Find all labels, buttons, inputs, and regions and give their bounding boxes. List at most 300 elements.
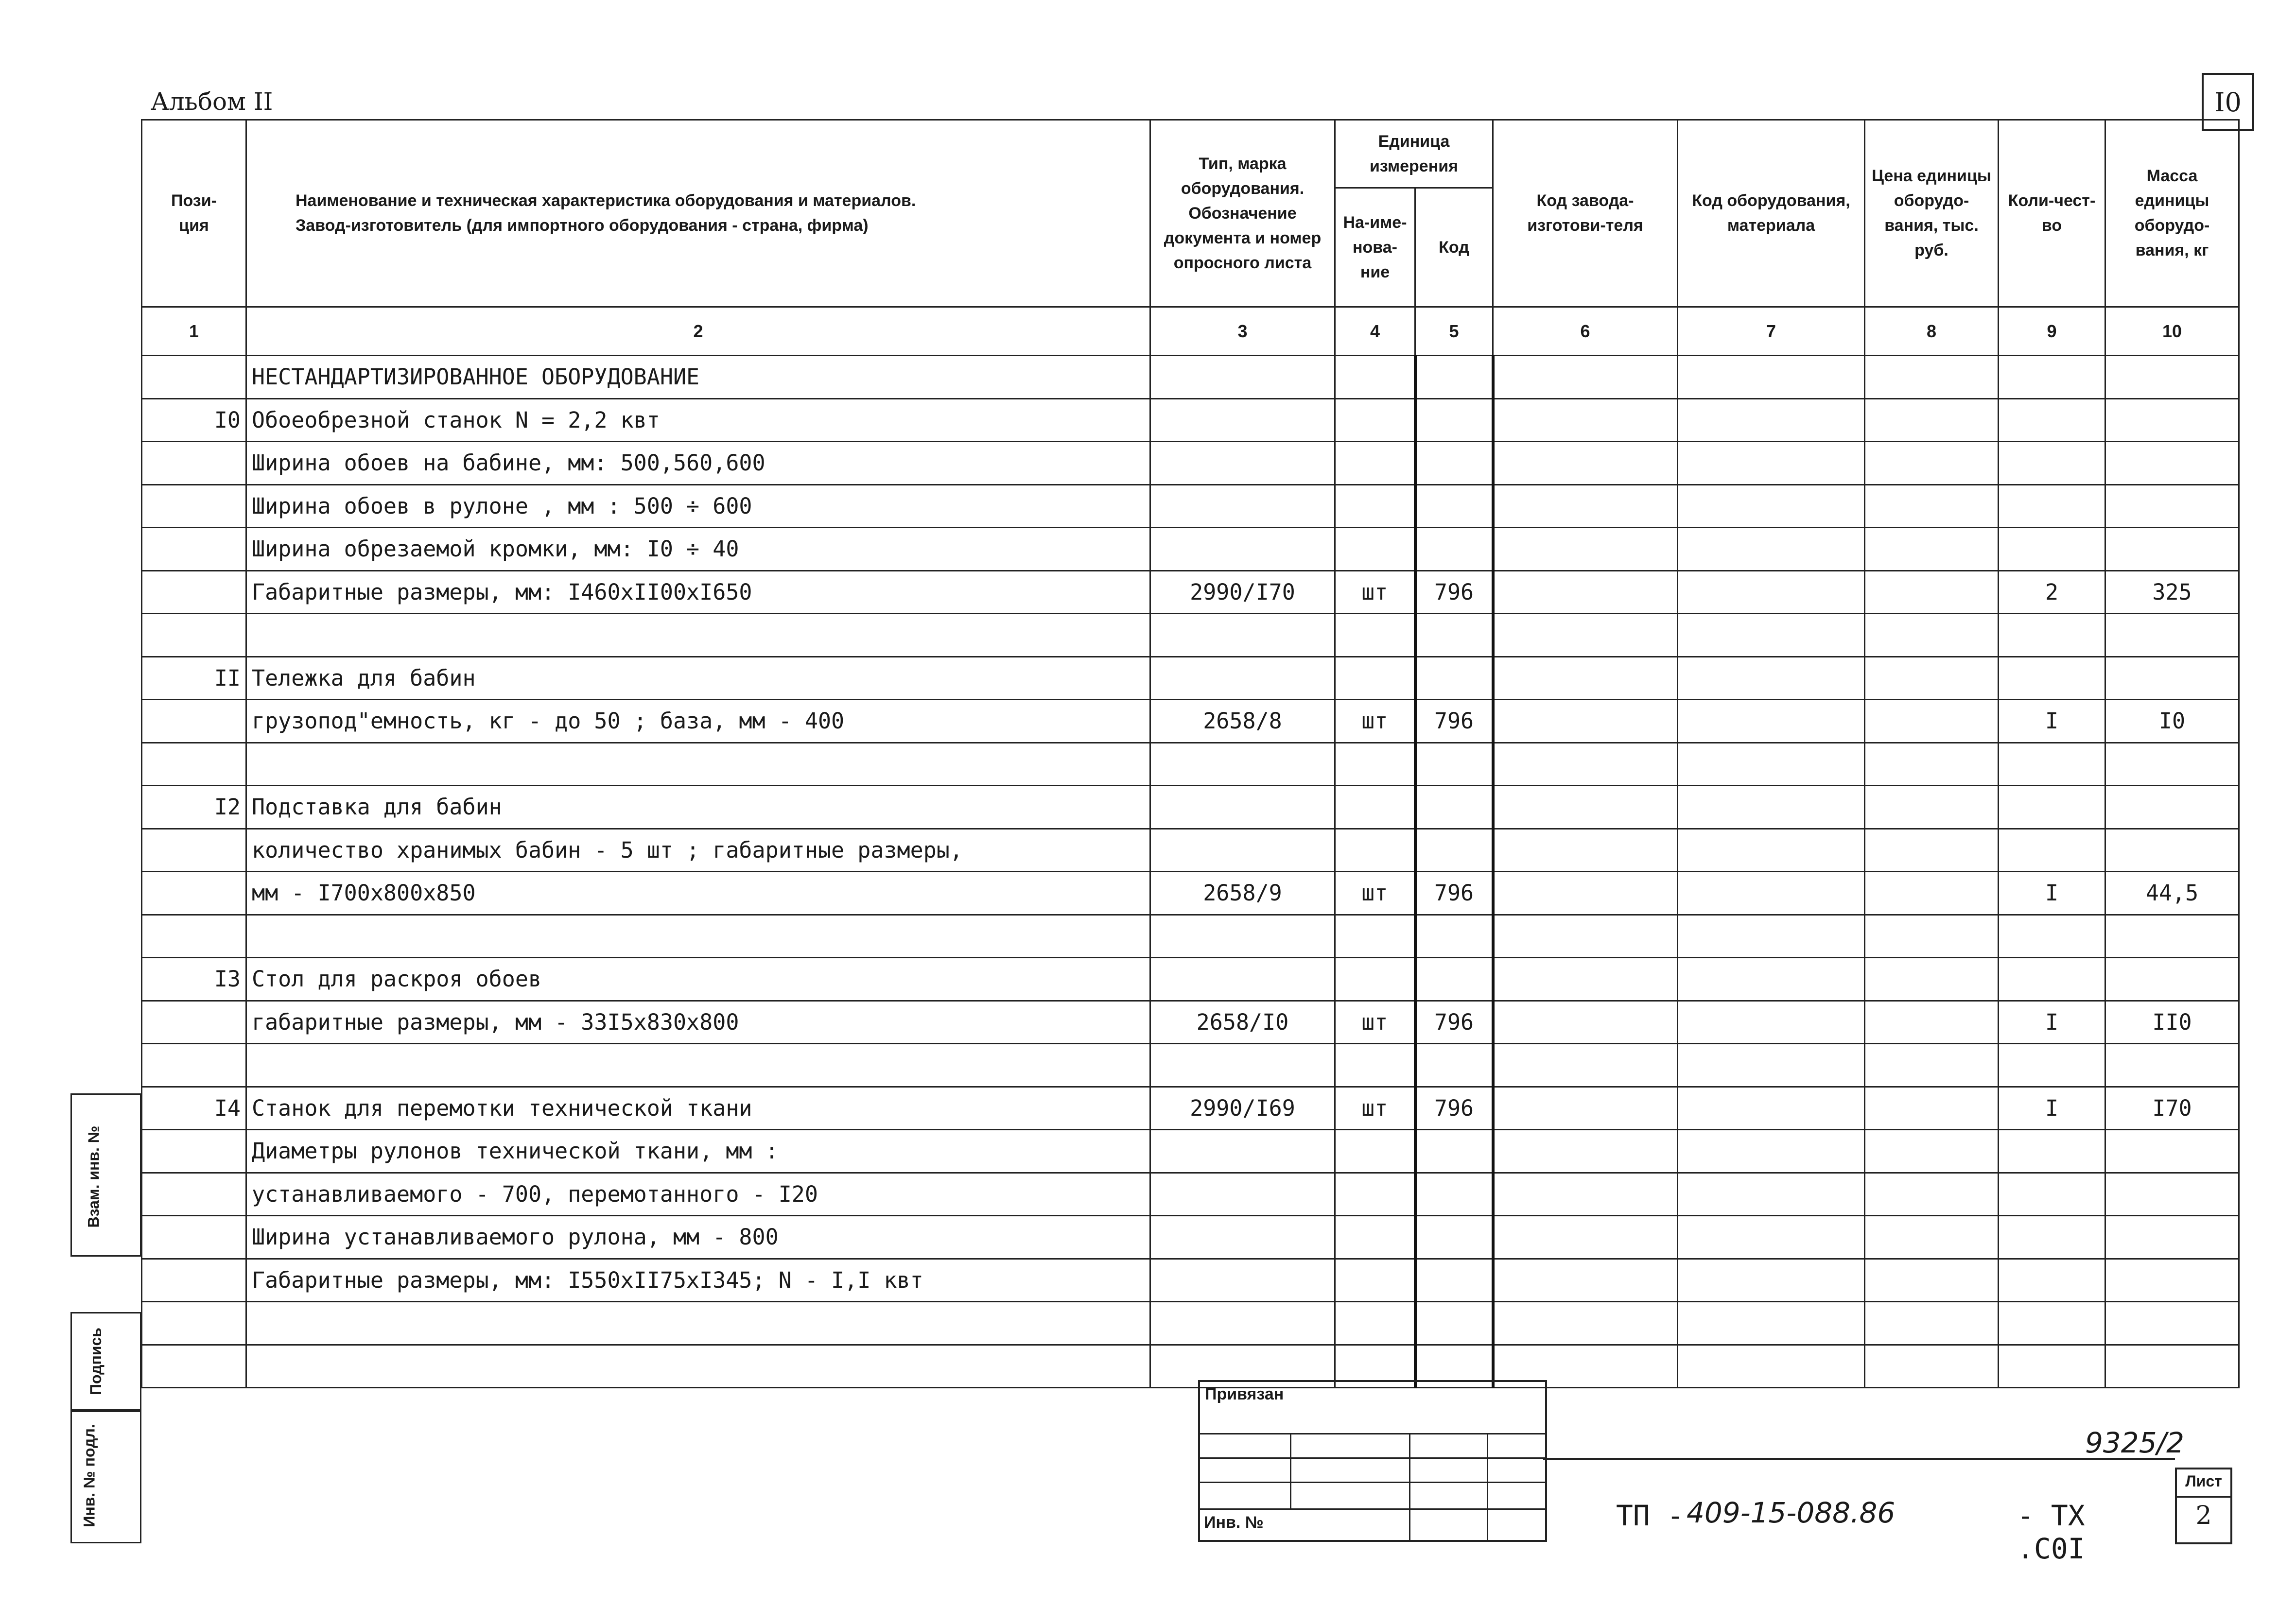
cell-c3 xyxy=(1150,1302,1335,1345)
cell-c5 xyxy=(1415,614,1493,657)
cell-c3 xyxy=(1150,1173,1335,1216)
cell-c1: I2 xyxy=(142,786,246,829)
cell-c10 xyxy=(2105,1173,2239,1216)
cell-c2 xyxy=(246,1302,1150,1345)
cell-c9: I xyxy=(1999,1001,2105,1044)
cell-c8 xyxy=(1865,570,1999,614)
cell-c6 xyxy=(1493,1130,1678,1173)
cell-c9 xyxy=(1999,1345,2105,1388)
attached-label: Привязан xyxy=(1205,1385,1284,1403)
table-row xyxy=(142,1302,2239,1345)
cell-c10 xyxy=(2105,442,2239,485)
cell-c10 xyxy=(2105,1259,2239,1302)
cell-c9 xyxy=(1999,915,2105,958)
side-stamp-replacement xyxy=(70,1093,141,1257)
cell-c5 xyxy=(1415,1216,1493,1259)
album-label: Альбом II xyxy=(151,87,273,116)
cell-c10 xyxy=(2105,786,2239,829)
cell-c5 xyxy=(1415,1302,1493,1345)
cell-c4 xyxy=(1335,1259,1415,1302)
cell-c8 xyxy=(1865,743,1999,786)
cell-c10 xyxy=(2105,484,2239,528)
cell-c9 xyxy=(1999,528,2105,571)
cell-c5 xyxy=(1415,915,1493,958)
cell-c10 xyxy=(2105,528,2239,571)
cell-c6 xyxy=(1493,829,1678,872)
cell-c2: Ширина обоев в рулоне , мм : 500 ÷ 600 xyxy=(246,484,1150,528)
cell-c3: 2658/8 xyxy=(1150,700,1335,743)
cell-c3 xyxy=(1150,356,1335,399)
cell-c1: I0 xyxy=(142,398,246,442)
cell-c8 xyxy=(1865,657,1999,700)
cell-c3 xyxy=(1150,786,1335,829)
table-row xyxy=(142,614,2239,657)
cell-c1 xyxy=(142,1345,246,1388)
column-number-9: 9 xyxy=(1999,307,2105,356)
cell-c1 xyxy=(142,829,246,872)
column-number-8: 8 xyxy=(1865,307,1999,356)
cell-c9 xyxy=(1999,614,2105,657)
cell-c9: I xyxy=(1999,872,2105,915)
cell-c4 xyxy=(1335,786,1415,829)
cell-c3 xyxy=(1150,915,1335,958)
cell-c5 xyxy=(1415,1044,1493,1087)
side-stamp-signature xyxy=(70,1312,141,1412)
cell-c1 xyxy=(142,1259,246,1302)
cell-c4 xyxy=(1335,1302,1415,1345)
cell-c4: шт xyxy=(1335,570,1415,614)
cell-c2: количество хранимых бабин - 5 шт ; габаритные размеры, xyxy=(246,829,1150,872)
cell-c6 xyxy=(1493,1001,1678,1044)
cell-c7 xyxy=(1678,1302,1865,1345)
cell-c5 xyxy=(1415,786,1493,829)
cell-c6 xyxy=(1493,743,1678,786)
cell-c2: Габаритные размеры, мм: I460xII00xI650 xyxy=(246,570,1150,614)
cell-c4 xyxy=(1335,657,1415,700)
cell-c10 xyxy=(2105,829,2239,872)
cell-c3 xyxy=(1150,528,1335,571)
cell-c1 xyxy=(142,743,246,786)
cell-c6 xyxy=(1493,958,1678,1001)
cell-c6 xyxy=(1493,356,1678,399)
cell-c2: Станок для перемотки технической ткани xyxy=(246,1087,1150,1130)
table-row xyxy=(142,829,2239,872)
cell-c5 xyxy=(1415,528,1493,571)
cell-c10 xyxy=(2105,743,2239,786)
cell-c9 xyxy=(1999,484,2105,528)
column-numbers-row xyxy=(142,307,2239,356)
cell-c8 xyxy=(1865,1345,1999,1388)
cell-c8 xyxy=(1865,872,1999,915)
signature-label: Подпись xyxy=(87,1328,104,1395)
cell-c10: 325 xyxy=(2105,570,2239,614)
cell-c7 xyxy=(1678,1216,1865,1259)
cell-c6 xyxy=(1493,1044,1678,1087)
table-row xyxy=(142,657,2239,700)
table-row xyxy=(142,398,2239,442)
column-number-1: 1 xyxy=(142,307,246,356)
cell-c3 xyxy=(1150,1044,1335,1087)
cell-c7 xyxy=(1678,356,1865,399)
cell-c4: шт xyxy=(1335,700,1415,743)
cell-c3 xyxy=(1150,1216,1335,1259)
cell-c7 xyxy=(1678,958,1865,1001)
cell-c7 xyxy=(1678,484,1865,528)
cell-c8 xyxy=(1865,1216,1999,1259)
cell-c10: 44,5 xyxy=(2105,872,2239,915)
cell-c7 xyxy=(1678,915,1865,958)
cell-c9 xyxy=(1999,958,2105,1001)
inventory-label: Инв. № xyxy=(1204,1513,1264,1532)
col-header-plant-code: Код завода-изготови-теля xyxy=(1493,120,1678,307)
cell-c4 xyxy=(1335,356,1415,399)
table-row xyxy=(142,1130,2239,1173)
cell-c3 xyxy=(1150,657,1335,700)
cell-c10 xyxy=(2105,915,2239,958)
table-row xyxy=(142,958,2239,1001)
sheet-box xyxy=(2175,1468,2232,1544)
sheet-label: Лист xyxy=(2185,1472,2222,1490)
cell-c7 xyxy=(1678,700,1865,743)
cell-c3: 2658/I0 xyxy=(1150,1001,1335,1044)
cell-c9 xyxy=(1999,1044,2105,1087)
cell-c1 xyxy=(142,570,246,614)
col-header-quantity: Коли-чест-во xyxy=(1999,120,2105,307)
col-header-unit: Единица измерения xyxy=(1335,120,1493,188)
col-header-unit-code: Код xyxy=(1415,188,1493,307)
table-row xyxy=(142,1173,2239,1216)
cell-c2: Ширина обоев на бабине, мм: 500,560,600 xyxy=(246,442,1150,485)
cell-c7 xyxy=(1678,1173,1865,1216)
cell-c4 xyxy=(1335,743,1415,786)
cell-c10 xyxy=(2105,958,2239,1001)
cell-c8 xyxy=(1865,1044,1999,1087)
cell-c4 xyxy=(1335,614,1415,657)
cell-c3 xyxy=(1150,484,1335,528)
doc-code: 409-15-088.86 xyxy=(1687,1496,1896,1529)
cell-c1 xyxy=(142,872,246,915)
cell-c7 xyxy=(1678,1130,1865,1173)
cell-c8 xyxy=(1865,1173,1999,1216)
cell-c4 xyxy=(1335,398,1415,442)
cell-c7 xyxy=(1678,743,1865,786)
col-header-mass: Масса единицы оборудо-вания, кг xyxy=(2105,120,2239,307)
table-row xyxy=(142,872,2239,915)
doc-prefix: ТП - xyxy=(1616,1499,1684,1532)
cell-c8 xyxy=(1865,1087,1999,1130)
cell-c8 xyxy=(1865,614,1999,657)
cell-c2: грузопод"емность, кг - до 50 ; база, мм - 400 xyxy=(246,700,1150,743)
cell-c2: Габаритные размеры, мм: I550xII75xI345; N - I,I квт xyxy=(246,1259,1150,1302)
cell-c8 xyxy=(1865,786,1999,829)
col-header-price: Цена единицы оборудо-вания, тыс. руб. xyxy=(1865,120,1999,307)
cell-c1 xyxy=(142,1001,246,1044)
table-row xyxy=(142,570,2239,614)
cell-c1 xyxy=(142,1044,246,1087)
cell-c5 xyxy=(1415,356,1493,399)
cell-c3: 2658/9 xyxy=(1150,872,1335,915)
cell-c8 xyxy=(1865,528,1999,571)
cell-c8 xyxy=(1865,442,1999,485)
cell-c1 xyxy=(142,915,246,958)
cell-c10: II0 xyxy=(2105,1001,2239,1044)
column-number-2: 2 xyxy=(246,307,1150,356)
cell-c8 xyxy=(1865,915,1999,958)
cell-c9 xyxy=(1999,442,2105,485)
table-row xyxy=(142,1216,2239,1259)
cell-c3: 2990/I70 xyxy=(1150,570,1335,614)
cell-c9 xyxy=(1999,829,2105,872)
table-row xyxy=(142,484,2239,528)
cell-c2: габаритные размеры, мм - 33I5x830x800 xyxy=(246,1001,1150,1044)
cell-c9 xyxy=(1999,1302,2105,1345)
side-stamp-original xyxy=(70,1409,141,1543)
cell-c5: 796 xyxy=(1415,872,1493,915)
cell-c3 xyxy=(1150,442,1335,485)
cell-c6 xyxy=(1493,1302,1678,1345)
table-row xyxy=(142,356,2239,399)
cell-c6 xyxy=(1493,1173,1678,1216)
cell-c9: I xyxy=(1999,700,2105,743)
table-row xyxy=(142,915,2239,958)
cell-c5: 796 xyxy=(1415,570,1493,614)
cell-c4 xyxy=(1335,1044,1415,1087)
cell-c7 xyxy=(1678,657,1865,700)
cell-c10: I0 xyxy=(2105,700,2239,743)
cell-c4 xyxy=(1335,915,1415,958)
cell-c9: 2 xyxy=(1999,570,2105,614)
column-number-5: 5 xyxy=(1415,307,1493,356)
cell-c2: мм - I700x800x850 xyxy=(246,872,1150,915)
attachment-stamp xyxy=(1198,1380,1547,1542)
cell-c6 xyxy=(1493,657,1678,700)
cell-c8 xyxy=(1865,700,1999,743)
replacement-inventory-label: Взам. инв. № xyxy=(85,1125,103,1228)
page-number-box: I0 xyxy=(2202,73,2254,131)
cell-c6 xyxy=(1493,614,1678,657)
cell-c6 xyxy=(1493,1216,1678,1259)
cell-c6 xyxy=(1493,915,1678,958)
cell-c5 xyxy=(1415,743,1493,786)
cell-c5 xyxy=(1415,1130,1493,1173)
cell-c1: I4 xyxy=(142,1087,246,1130)
cell-c4 xyxy=(1335,1173,1415,1216)
cell-c8 xyxy=(1865,484,1999,528)
cell-c9 xyxy=(1999,1130,2105,1173)
table-row xyxy=(142,1087,2239,1130)
cell-c1 xyxy=(142,442,246,485)
cell-c1: II xyxy=(142,657,246,700)
cell-c6 xyxy=(1493,442,1678,485)
cell-c10 xyxy=(2105,1130,2239,1173)
cell-c1: I3 xyxy=(142,958,246,1001)
cell-c2 xyxy=(246,614,1150,657)
cell-c10 xyxy=(2105,657,2239,700)
cell-c4 xyxy=(1335,1216,1415,1259)
column-number-3: 3 xyxy=(1150,307,1335,356)
cell-c2: Подставка для бабин xyxy=(246,786,1150,829)
cell-c10 xyxy=(2105,614,2239,657)
cell-c2 xyxy=(246,743,1150,786)
cell-c9 xyxy=(1999,356,2105,399)
cell-c1 xyxy=(142,356,246,399)
cell-c3: 2990/I69 xyxy=(1150,1087,1335,1130)
cell-c7 xyxy=(1678,872,1865,915)
cell-c9: I xyxy=(1999,1087,2105,1130)
cell-c3 xyxy=(1150,1259,1335,1302)
cell-c10 xyxy=(2105,1345,2239,1388)
cell-c4: шт xyxy=(1335,872,1415,915)
sheet-code: 9325/2 xyxy=(2085,1426,2185,1459)
cell-c1 xyxy=(142,700,246,743)
cell-c2: Стол для раскроя обоев xyxy=(246,958,1150,1001)
cell-c2: Тележка для бабин xyxy=(246,657,1150,700)
cell-c1 xyxy=(142,614,246,657)
cell-c7 xyxy=(1678,1044,1865,1087)
cell-c4 xyxy=(1335,528,1415,571)
cell-c2: Обоеобрезной станок N = 2,2 квт xyxy=(246,398,1150,442)
cell-c7 xyxy=(1678,1345,1865,1388)
cell-c9 xyxy=(1999,786,2105,829)
cell-c7 xyxy=(1678,398,1865,442)
cell-c9 xyxy=(1999,1216,2105,1259)
cell-c1 xyxy=(142,1302,246,1345)
doc-suffix: - ТХ .С0I xyxy=(2017,1499,2085,1565)
cell-c4 xyxy=(1335,958,1415,1001)
cell-c7 xyxy=(1678,528,1865,571)
cell-c7 xyxy=(1678,442,1865,485)
table-row xyxy=(142,1044,2239,1087)
cell-c7 xyxy=(1678,1087,1865,1130)
cell-c9 xyxy=(1999,1173,2105,1216)
cell-c5 xyxy=(1415,398,1493,442)
cell-c5: 796 xyxy=(1415,700,1493,743)
cell-c8 xyxy=(1865,958,1999,1001)
column-number-7: 7 xyxy=(1678,307,1865,356)
cell-c7 xyxy=(1678,1001,1865,1044)
cell-c5 xyxy=(1415,1259,1493,1302)
cell-c1 xyxy=(142,1216,246,1259)
cell-c4 xyxy=(1335,442,1415,485)
cell-c6 xyxy=(1493,1259,1678,1302)
cell-c2: Ширина обрезаемой кромки, мм: I0 ÷ 40 xyxy=(246,528,1150,571)
cell-c5: 796 xyxy=(1415,1001,1493,1044)
column-number-6: 6 xyxy=(1493,307,1678,356)
cell-c3 xyxy=(1150,743,1335,786)
cell-c8 xyxy=(1865,398,1999,442)
cell-c3 xyxy=(1150,829,1335,872)
cell-c7 xyxy=(1678,786,1865,829)
cell-c5 xyxy=(1415,442,1493,485)
cell-c4: шт xyxy=(1335,1087,1415,1130)
cell-c9 xyxy=(1999,1259,2105,1302)
cell-c1 xyxy=(142,528,246,571)
table-row xyxy=(142,528,2239,571)
cell-c6 xyxy=(1493,570,1678,614)
equipment-table xyxy=(141,119,2240,1388)
cell-c1 xyxy=(142,1173,246,1216)
col-header-equipment-code: Код оборудования, материала xyxy=(1678,120,1865,307)
cell-c10 xyxy=(2105,356,2239,399)
cell-c3 xyxy=(1150,614,1335,657)
cell-c4: шт xyxy=(1335,1001,1415,1044)
cell-c1 xyxy=(142,484,246,528)
column-number-4: 4 xyxy=(1335,307,1415,356)
cell-c9 xyxy=(1999,657,2105,700)
cell-c2: Диаметры рулонов технической ткани, мм : xyxy=(246,1130,1150,1173)
cell-c2 xyxy=(246,915,1150,958)
cell-c6 xyxy=(1493,872,1678,915)
col-header-unit-name: На-име-нова-ние xyxy=(1335,188,1415,307)
cell-c6 xyxy=(1493,786,1678,829)
cell-c5 xyxy=(1415,958,1493,1001)
cell-c10 xyxy=(2105,398,2239,442)
cell-c7 xyxy=(1678,829,1865,872)
cell-c9 xyxy=(1999,743,2105,786)
original-inventory-label: Инв. № подл. xyxy=(80,1424,98,1527)
table-row xyxy=(142,700,2239,743)
cell-c3 xyxy=(1150,398,1335,442)
cell-c5 xyxy=(1415,829,1493,872)
table-row xyxy=(142,1345,2239,1388)
document-designation xyxy=(1541,1496,2158,1565)
cell-c7 xyxy=(1678,614,1865,657)
cell-c8 xyxy=(1865,1130,1999,1173)
table-row xyxy=(142,1259,2239,1302)
cell-c2: устанавливаемого - 700, перемотанного - I20 xyxy=(246,1173,1150,1216)
col-header-position: Пози- ция xyxy=(142,120,246,307)
cell-c10 xyxy=(2105,1044,2239,1087)
cell-c8 xyxy=(1865,1001,1999,1044)
table-row xyxy=(142,743,2239,786)
cell-c4 xyxy=(1335,1130,1415,1173)
cell-c2: НЕСТАНДАРТИЗИРОВАННОЕ ОБОРУДОВАНИЕ xyxy=(246,356,1150,399)
table-row xyxy=(142,786,2239,829)
cell-c2 xyxy=(246,1345,1150,1388)
cell-c5 xyxy=(1415,1173,1493,1216)
cell-c6 xyxy=(1493,700,1678,743)
cell-c5 xyxy=(1415,657,1493,700)
cell-c6 xyxy=(1493,398,1678,442)
cell-c10 xyxy=(2105,1302,2239,1345)
table-row xyxy=(142,1001,2239,1044)
cell-c3 xyxy=(1150,958,1335,1001)
cell-c1 xyxy=(142,1130,246,1173)
cell-c4 xyxy=(1335,484,1415,528)
cell-c8 xyxy=(1865,356,1999,399)
cell-c8 xyxy=(1865,829,1999,872)
cell-c7 xyxy=(1678,1259,1865,1302)
column-number-10: 10 xyxy=(2105,307,2239,356)
cell-c5 xyxy=(1415,484,1493,528)
cell-c8 xyxy=(1865,1302,1999,1345)
cell-c5: 796 xyxy=(1415,1087,1493,1130)
sheet-number: 2 xyxy=(2195,1501,2212,1530)
cell-c3 xyxy=(1150,1130,1335,1173)
cell-c10 xyxy=(2105,1216,2239,1259)
cell-c10: I70 xyxy=(2105,1087,2239,1130)
cell-c4 xyxy=(1335,829,1415,872)
cell-c6 xyxy=(1493,484,1678,528)
cell-c6 xyxy=(1493,528,1678,571)
cell-c9 xyxy=(1999,398,2105,442)
table-row xyxy=(142,442,2239,485)
col-header-type: Тип, марка оборудования. Обозначение документа и номер опросного листа xyxy=(1150,120,1335,307)
cell-c2: Ширина устанавливаемого рулона, мм - 800 xyxy=(246,1216,1150,1259)
cell-c2 xyxy=(246,1044,1150,1087)
cell-c8 xyxy=(1865,1259,1999,1302)
col-header-name: Наименование и техническая характеристика оборудования и материалов. Завод-изготовитель (для импортного оборудования - страна, фирма) xyxy=(246,120,1150,307)
